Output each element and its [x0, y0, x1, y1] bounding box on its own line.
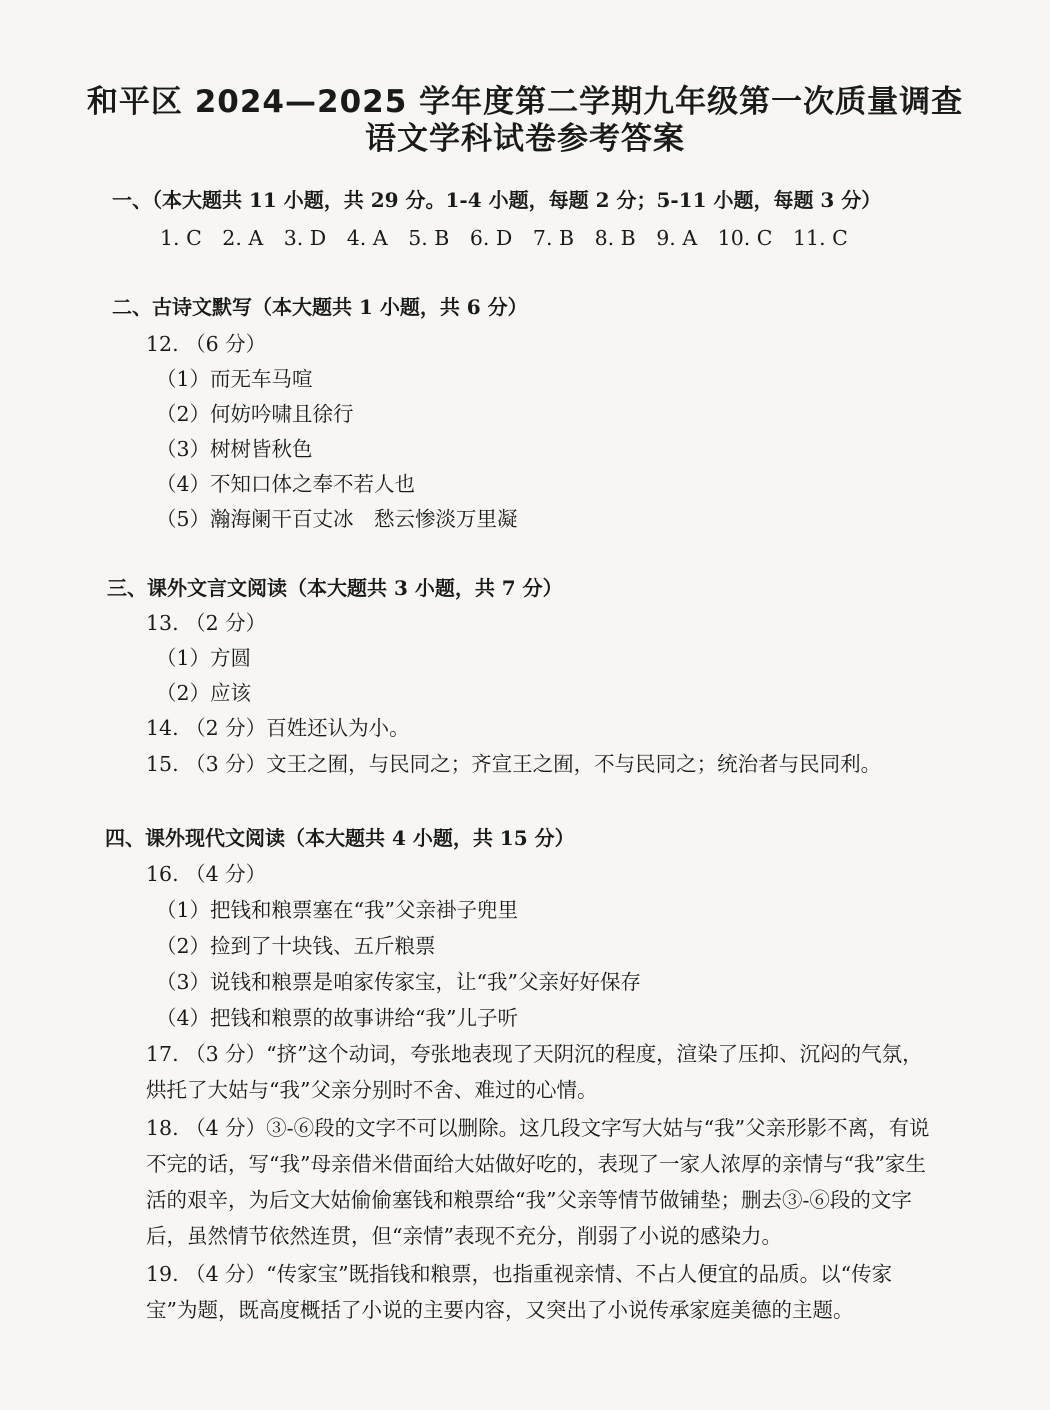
- question-19-text: 19. （4 分）“传家宝”既指钱和粮票，也指重视亲情、不占人便宜的品质。以“传家宝”为题，既高度概括了小说的主要内容，又突出了小说传承家庭美德的主题。: [146, 1262, 893, 1322]
- page-subtitle: 语文学科试卷参考答案: [365, 121, 685, 157]
- question-16: 16. （4 分）: [146, 862, 267, 886]
- question-19: [104, 1256, 930, 1328]
- answer-item: （3）树树皆秋色: [156, 437, 313, 461]
- mc-answer: 1. C: [160, 226, 202, 250]
- answer-item: （4）把钱和粮票的故事讲给“我”儿子听: [156, 1006, 519, 1030]
- question-18: [104, 1110, 930, 1254]
- answer-item: （1）把钱和粮票塞在“我”父亲褂子兜里: [156, 898, 519, 922]
- question-17: [104, 1036, 930, 1108]
- answer-item: （1）方圆: [156, 646, 252, 670]
- answer-item: （1）而无车马喧: [156, 367, 313, 391]
- mc-answer: 4. A: [346, 226, 388, 250]
- mc-answer: 9. A: [656, 226, 698, 250]
- mc-answer: 7. B: [532, 226, 575, 250]
- answer-item: （3）说钱和粮票是咱家传家宝，让“我”父亲好好保存: [156, 970, 642, 994]
- answer-item: （2）应该: [156, 681, 252, 705]
- mc-answer: 3. D: [283, 226, 327, 250]
- mc-answer: 10. C: [717, 226, 773, 250]
- question-14: 14. （2 分）百姓还认为小。: [146, 716, 410, 740]
- question-15: 15. （3 分）文王之囿，与民同之；齐宣王之囿，不与民同之；统治者与民同利。: [146, 752, 882, 776]
- question-18-text: 18. （4 分）③-⑥段的文字不可以删除。这几段文字写大姑与“我”父亲形影不离，有说不完的话，写“我”母亲借米借面给大姑做好吃的，表现了一家人浓厚的亲情与“我”家生活的艰辛，为后文大姑偷偷塞钱和粮票给“我”父亲等情节做铺垫；删去③-⑥段的文字后，虽然情节依然连贯，但“亲情”表现不充分，削弱了小说的感染力。: [146, 1116, 930, 1248]
- question-17-text: 17. （3 分）“挤”这个动词，夸张地表现了天阴沉的程度，渲染了压抑、沉闷的气氛，烘托了大姑与“我”父亲分别时不舍、难过的心情。: [146, 1042, 923, 1102]
- mc-answer: 2. A: [222, 226, 264, 250]
- section-2-header: 二、古诗文默写（本大题共 1 小题，共 6 分）: [112, 295, 528, 319]
- answer-item: （5）瀚海阑干百丈冰 愁云惨淡万里凝: [156, 507, 518, 531]
- answer-item: （2）何妨吟啸且徐行: [156, 402, 354, 426]
- section-1-header: 一、（本大题共 11 小题，共 29 分。1-4 小题，每题 2 分；5-11 小题，每题 3 分）: [112, 188, 882, 212]
- mc-answer: 5. B: [408, 226, 450, 250]
- mc-answer: 11. C: [793, 226, 848, 250]
- answer-item: （4）不知口体之奉不若人也: [156, 472, 416, 496]
- mc-answers: [160, 224, 862, 252]
- section-3-header: 三、课外文言文阅读（本大题共 3 小题，共 7 分）: [107, 576, 563, 600]
- mc-answer: 8. B: [594, 226, 636, 250]
- answer-item: （2）捡到了十块钱、五斤粮票: [156, 934, 436, 958]
- question-13: 13. （2 分）: [146, 611, 267, 635]
- mc-answer: 6. D: [469, 226, 513, 250]
- page-title: 和平区 2024—2025 学年度第二学期九年级第一次质量调查: [86, 84, 964, 120]
- section-4-header: 四、课外现代文阅读（本大题共 4 小题，共 15 分）: [105, 826, 575, 850]
- question-12: 12. （6 分）: [146, 332, 267, 356]
